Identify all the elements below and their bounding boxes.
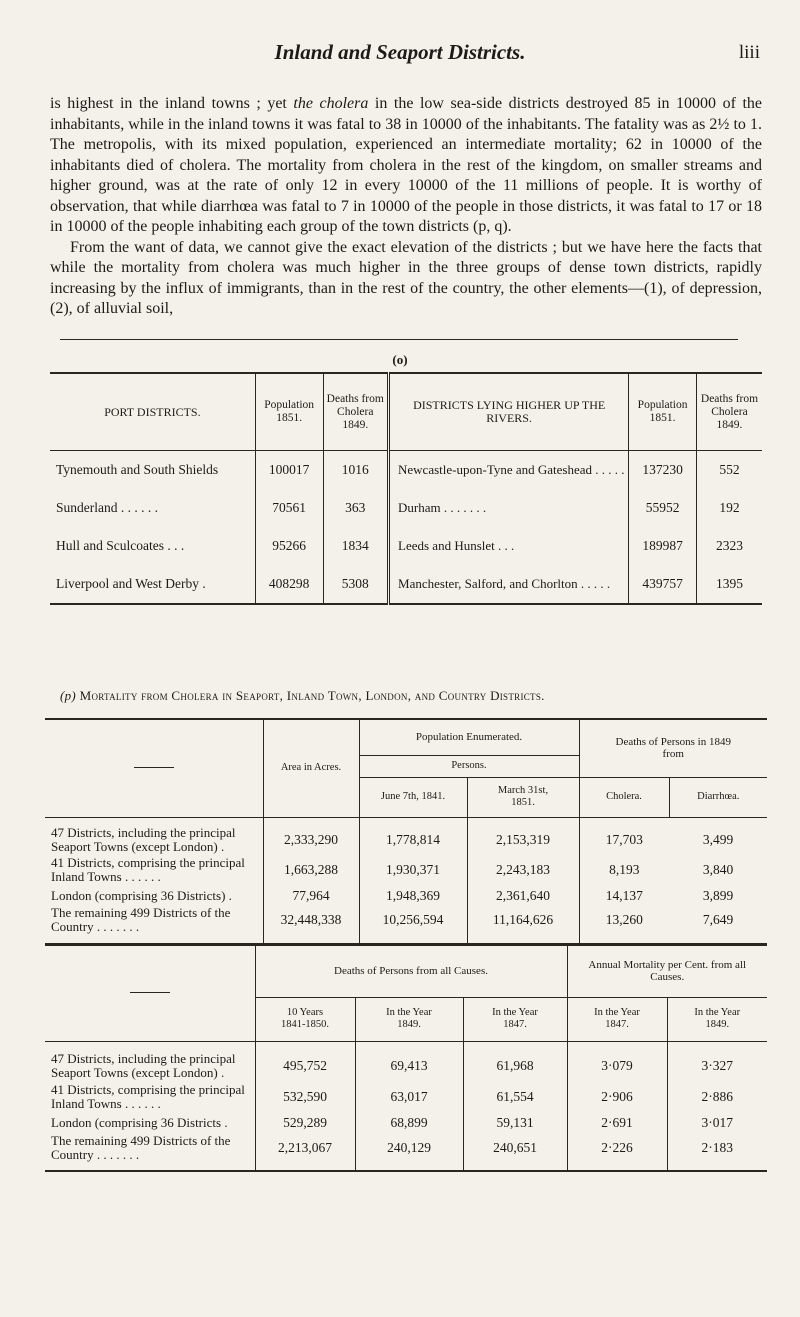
header-march-1851: March 31st, 1851. — [467, 777, 579, 817]
page-header — [0, 40, 800, 74]
table-row: London (comprising 36 Districts . 529,289 68,899 59,131 2·691 3·017 — [45, 1113, 767, 1133]
header-population-left: Population 1851. — [255, 373, 323, 451]
table-row: Tynemouth and South Shields 100017 1016 Newcastle-upon-Tyne and Gateshead . . . . . 137230 552 — [50, 451, 762, 490]
header-mortality-1847: In the Year 1847. — [567, 997, 667, 1041]
table-row: The remaining 499 Districts of the Country . . . . . . . 2,213,067 240,129 240,651 2·226 2·183 — [45, 1133, 767, 1171]
table-o — [50, 372, 762, 605]
header-deaths-right: Deaths from Cholera 1849. — [696, 373, 762, 451]
table-p-part1 — [45, 718, 767, 945]
header-cholera: Cholera. — [579, 777, 669, 817]
running-title: Inland and Seaport Districts. — [274, 40, 526, 64]
header-diarrhoea: Diarrhœa. — [669, 777, 767, 817]
header-ten-years: 10 Years 1841-1850. — [255, 997, 355, 1041]
header-higher-districts: DISTRICTS LYING HIGHER UP THE RIVERS. — [389, 373, 629, 451]
header-blank — [45, 945, 255, 1041]
header-annual-mortality: Annual Mortality per Cent. from all Causes. — [567, 945, 767, 997]
table-o-label: (o) — [392, 352, 408, 367]
paragraph-1: is highest in the inland towns ; yet the cholera in the low sea-side districts destroyed 85 in 10000 of the inhabitants, while in the inland towns it was fatal to 38 in 10000 of the inhabitants. The fatality was as 2½ to 1. The metropolis, with its mixed population, experienced an intermediate mortality; 62 in 10000 of the inhabitants died of cholera. The mortality from cholera in the rest of the kingdom, on smaller streams and higher ground, was at the rate of only 12 in every 10000 of the 11 millions of people. It is worthy of observation, that while diarrhœa was fatal to 7 in 10000 of the people in those districts, it was fatal to 17 or 18 in 10000 of the people inhabiting each group of the town districts (p, q). — [50, 95, 763, 235]
table-row: Sunderland . . . . . . 70561 363 Durham . . . . . . . 55952 192 — [50, 489, 762, 527]
header-port-districts: PORT DISTRICTS. — [50, 373, 255, 451]
page-number: liii — [738, 42, 760, 63]
paragraph-2: From the want of data, we cannot give the exact elevation of the districts ; but we have here the facts that while the mortality from cholera was much higher in the three groups of dense town districts, rapidly increasing by the influx of immigrants, than in the rest of the country, the other elements—(1), of depression, (2), of alluvial soil, — [50, 238, 762, 317]
header-blank — [45, 719, 263, 817]
table-row: 41 Districts, comprising the principal Inland Towns . . . . . . 1,663,288 1,930,371 2,243,183 8,193 3,840 — [51, 854, 734, 884]
table-row: London (comprising 36 Districts) . 77,964 1,948,369 2,361,640 14,137 3,899 — [45, 886, 767, 906]
header-mortality-1849: In the Year 1849. — [667, 997, 767, 1041]
table-p-caption: (p) Mortality from Cholera in Seaport, Inland Town, London, and Country Districts. — [60, 688, 545, 703]
table-o-header-row — [50, 373, 762, 451]
header-deaths-all-causes: Deaths of Persons from all Causes. — [255, 945, 567, 997]
header-year-1849: In the Year 1849. — [355, 997, 463, 1041]
table-row: 47 Districts, including the principal Seaport Towns (except London) . 2,333,290 1,778,814 2,153,319 17,703 3,499 — [45, 817, 767, 854]
header-deaths-1849: Deaths of Persons in 1849 from — [579, 719, 767, 777]
header-population-enumerated: Population Enumerated. — [359, 719, 579, 755]
header-june-1841: June 7th, 1841. — [359, 777, 467, 817]
header-persons: Persons. — [359, 755, 579, 777]
header-deaths-left: Deaths from Cholera 1849. — [323, 373, 389, 451]
table-row: Liverpool and West Derby . 408298 5308 Manchester, Salford, and Chorlton . . . . . 439757 1395 — [50, 565, 762, 604]
body-text — [50, 94, 762, 320]
header-area: Area in Acres. — [263, 719, 359, 817]
header-year-1847: In the Year 1847. — [463, 997, 567, 1041]
table-row: The remaining 499 Districts of the Country . . . . . . . 32,448,338 10,256,594 11,164,626 13,260 7,649 — [45, 906, 767, 944]
section-rule — [60, 339, 738, 340]
table-p-part2 — [45, 944, 767, 1172]
table-row: 47 Districts, including the principal Seaport Towns (except London) . 495,752 69,413 61,968 3·079 3·327 — [45, 1041, 767, 1081]
header-population-right: Population 1851. — [629, 373, 697, 451]
table-row: Hull and Sculcoates . . . 95266 1834 Leeds and Hunslet . . . 189987 2323 — [50, 527, 762, 565]
table-row: 41 Districts, comprising the principal Inland Towns . . . . . . 532,590 63,017 61,554 2·906 2·886 — [45, 1081, 767, 1113]
